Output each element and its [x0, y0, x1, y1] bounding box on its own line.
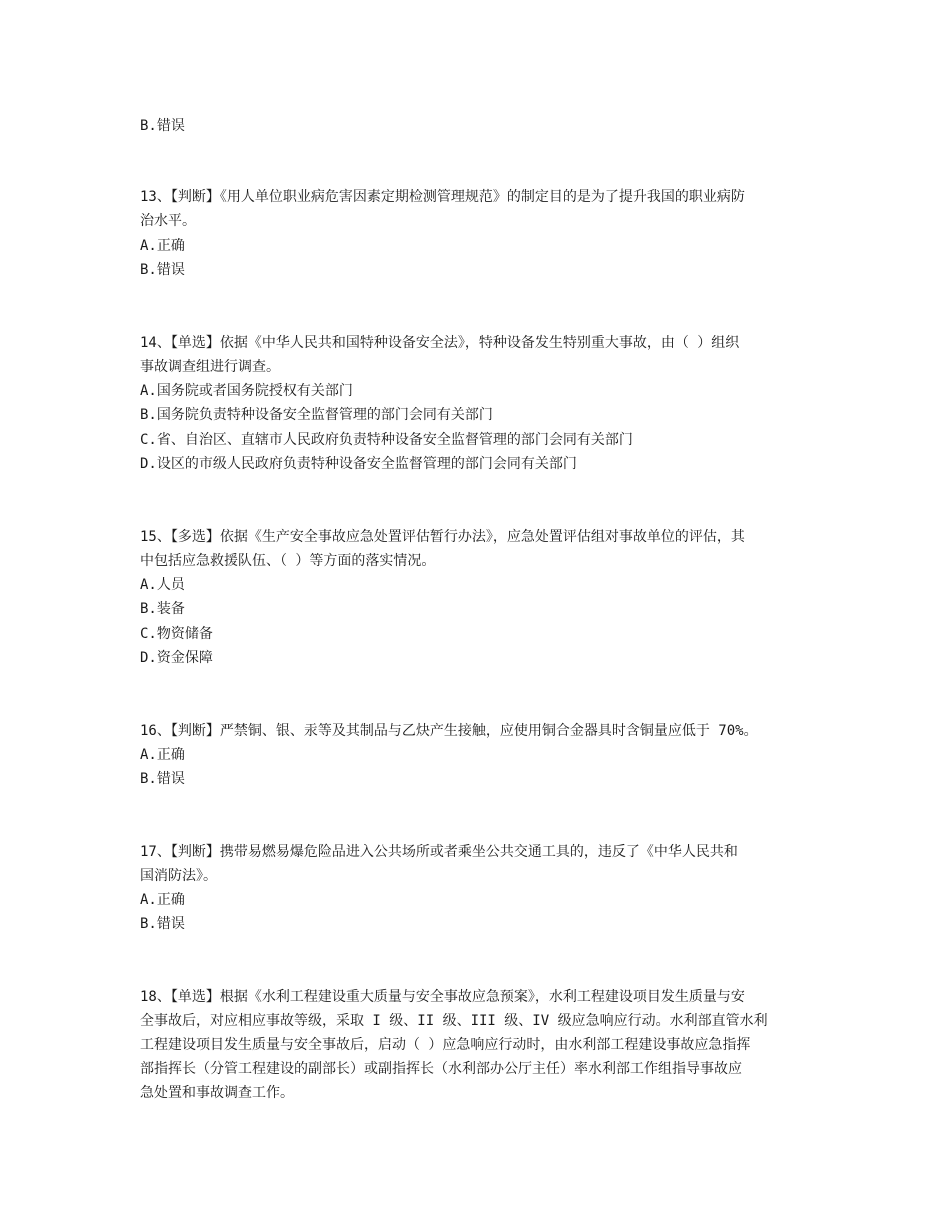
q18-question-line-5: 急处置和事故调查工作。 [140, 1085, 294, 1101]
q17-question-line-1: 17、【判断】携带易燃易爆危险品进入公共场所或者乘坐公共交通工具的，违反了《中华人民共和 [140, 844, 738, 860]
q14-option-d: D.设区的市级人民政府负责特种设备安全监督管理的部门会同有关部门 [140, 456, 577, 472]
q18-question-line-4: 部指挥长（分管工程建设的副部长）或副指挥长（水利部办公厅主任）率水利部工作组指导事故应 [140, 1061, 742, 1077]
q13-question-line-1: 13、【判断】《用人单位职业病危害因素定期检测管理规范》的制定目的是为了提升我国的职业病防 [140, 189, 745, 205]
q17-question-line-2: 国消防法》。 [140, 868, 217, 884]
q15-option-b: B.装备 [140, 601, 185, 617]
q15-option-d: D.资金保障 [140, 650, 213, 666]
q17-option-a: A.正确 [140, 892, 185, 908]
q18-question-line-1: 18、【单选】根据《水利工程建设重大质量与安全事故应急预案》，水利工程建设项目发生质量与安 [140, 989, 745, 1005]
q15-option-a: A.人员 [140, 577, 185, 593]
q14-question-line-1: 14、【单选】依据《中华人民共和国特种设备安全法》，特种设备发生特别重大事故，由（ ）组织 [140, 335, 740, 351]
q14-option-c: C.省、自治区、直辖市人民政府负责特种设备安全监督管理的部门会同有关部门 [140, 432, 633, 448]
q16-option-a: A.正确 [140, 747, 185, 763]
q15-question-line-1: 15、【多选】依据《生产安全事故应急处置评估暂行办法》，应急处置评估组对事故单位的评估，其 [140, 529, 745, 545]
q17-option-b: B.错误 [140, 916, 185, 932]
q18-question-line-3: 工程建设项目发生质量与安全事故后，启动（ ）应急响应行动时，由水利部工程建设事故应急指挥 [140, 1037, 751, 1053]
q13-question-line-2: 治水平。 [140, 213, 196, 229]
q15-option-c: C.物资储备 [140, 626, 213, 642]
q13-option-a: A.正确 [140, 238, 185, 254]
q14-question-line-2: 事故调查组进行调查。 [140, 359, 280, 375]
q16-option-b: B.错误 [140, 771, 185, 787]
q14-option-b: B.国务院负责特种设备安全监督管理的部门会同有关部门 [140, 407, 493, 423]
q18-question-line-2: 全事故后，对应相应事故等级，采取 I 级、II 级、III 级、IV 级应急响应行动。水利部直管水利 [140, 1013, 768, 1029]
q16-question-line-1: 16、【判断】严禁铜、银、汞等及其制品与乙炔产生接触，应使用铜合金器具时含铜量应低于 70%。 [140, 723, 758, 739]
q14-option-a: A.国务院或者国务院授权有关部门 [140, 383, 353, 399]
q13-option-b: B.错误 [140, 262, 185, 278]
q15-question-line-2: 中包括应急救援队伍、（ ）等方面的落实情况。 [140, 553, 436, 569]
q12-option-b: B.错误 [140, 118, 185, 134]
